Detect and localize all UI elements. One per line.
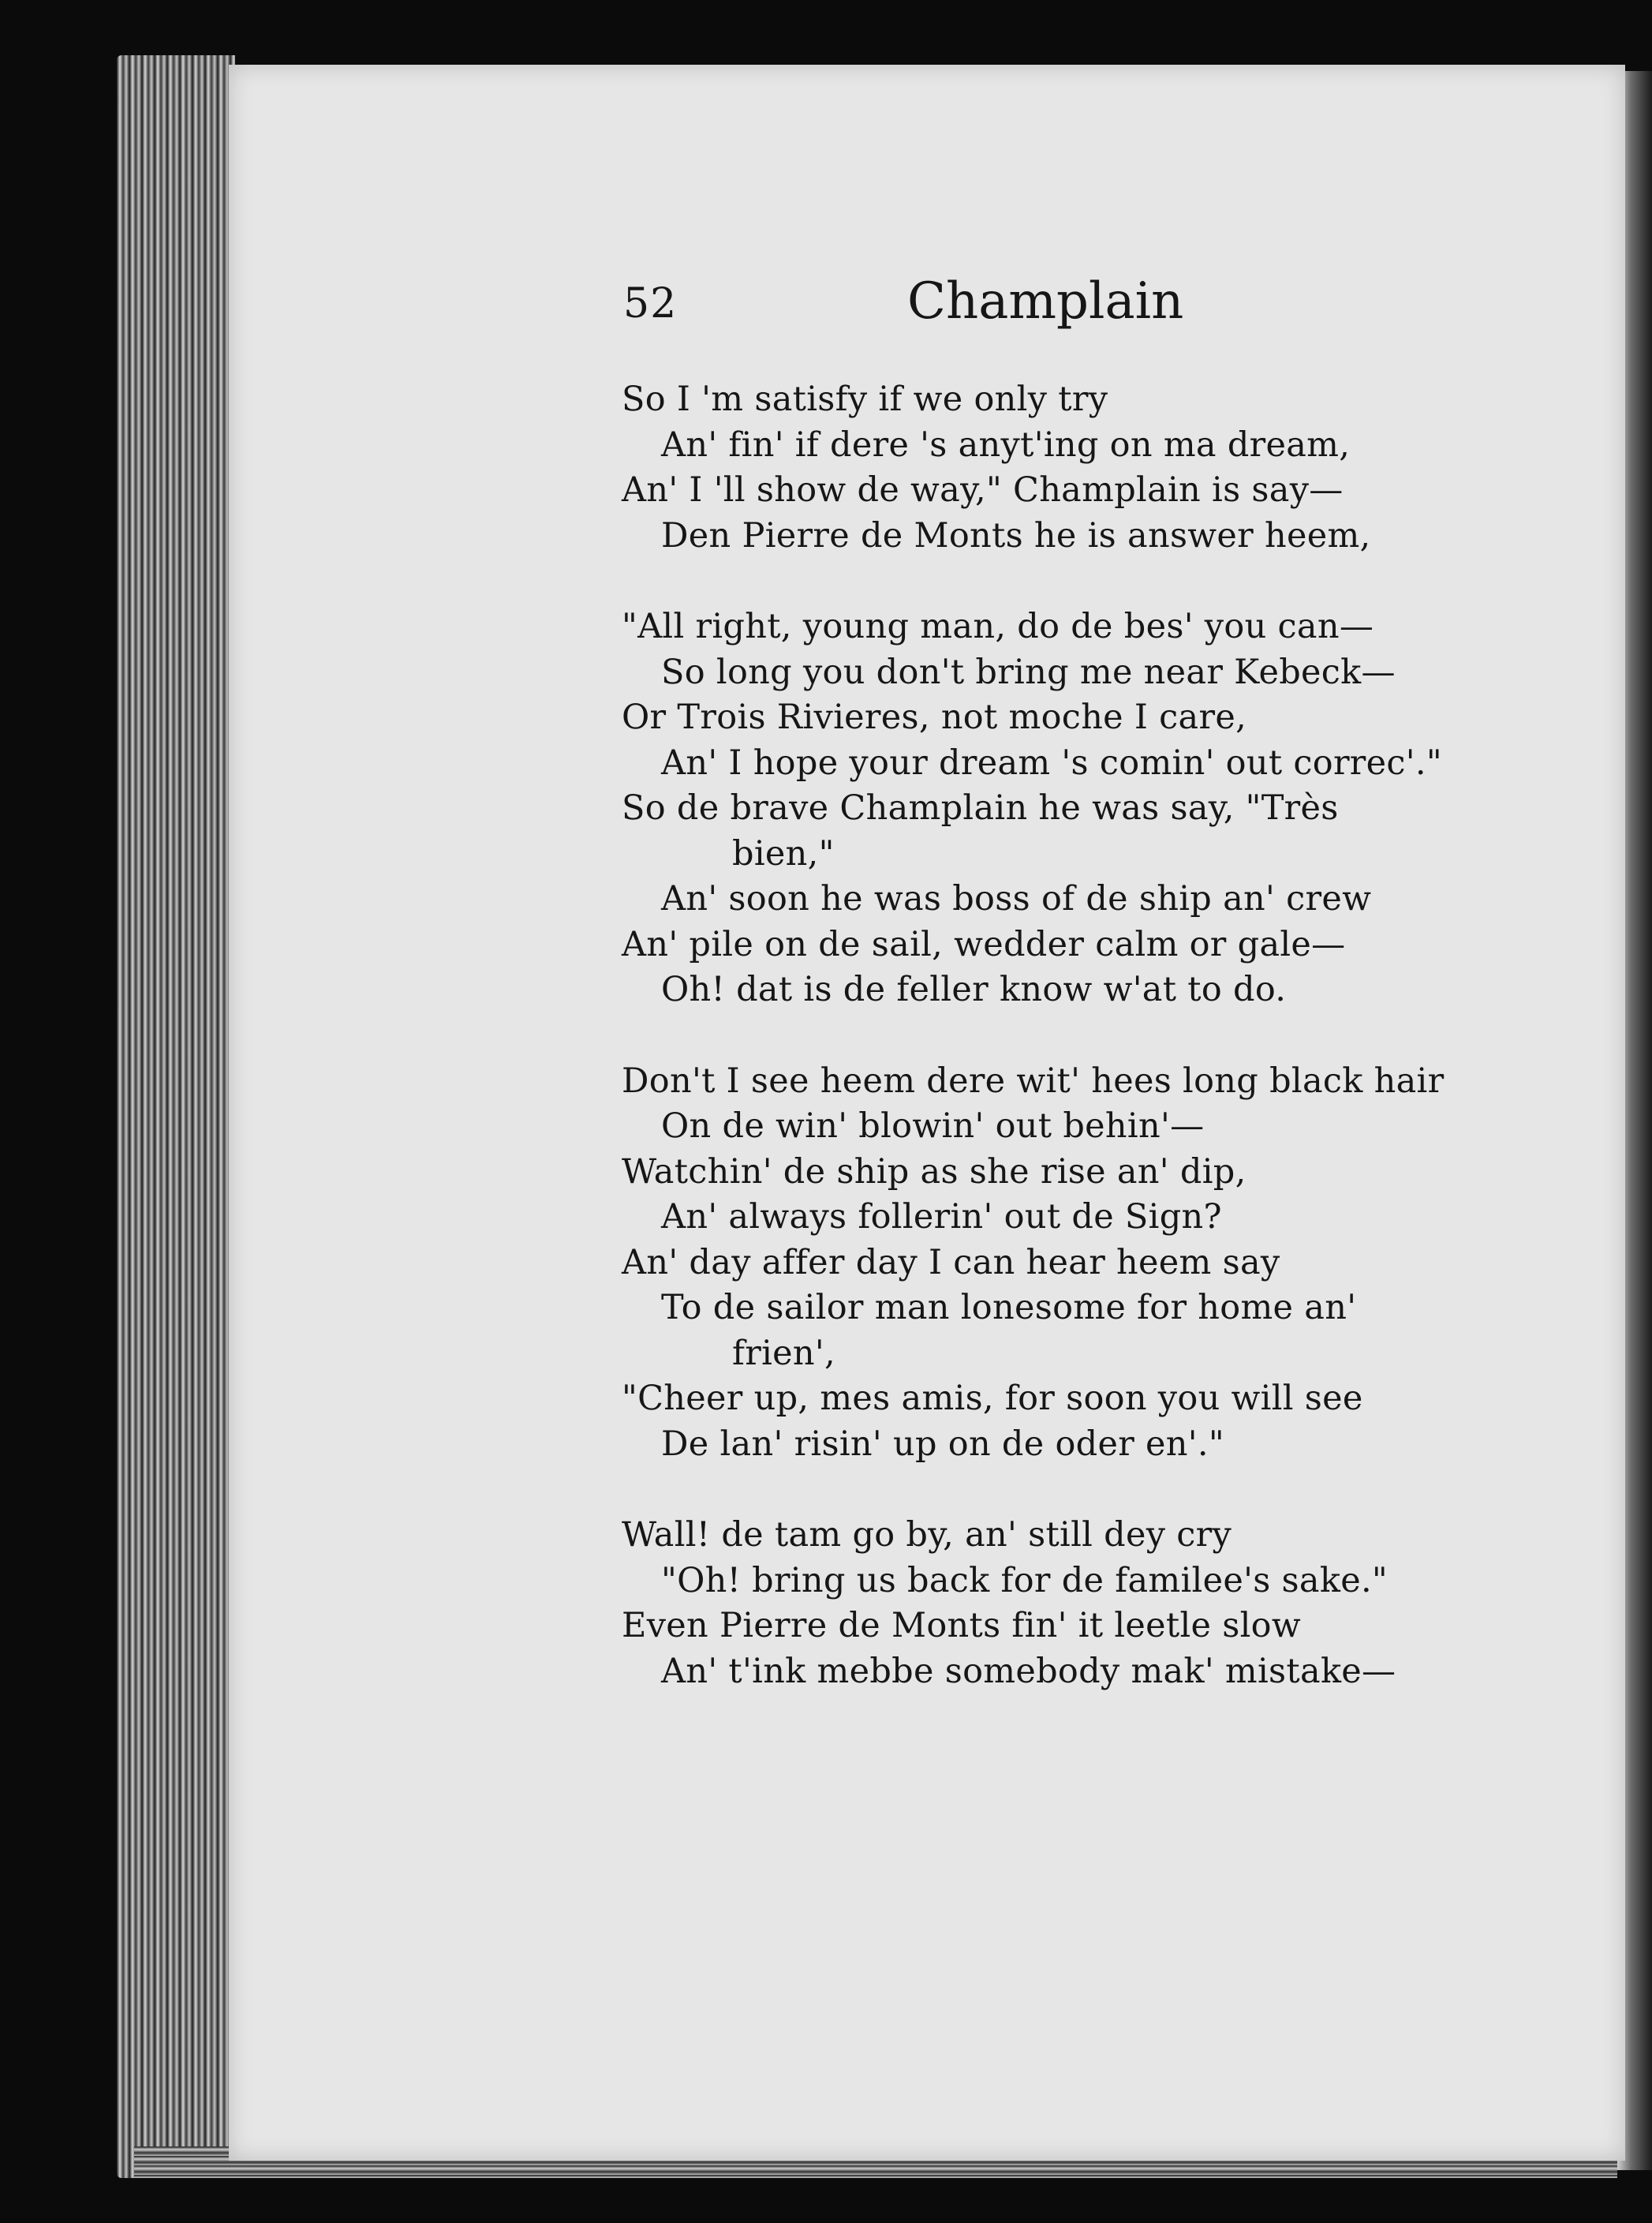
poem-line: bien," [732, 833, 835, 874]
poem-line: So I 'm satisfy if we only try [622, 380, 1108, 419]
poem-line: Oh! dat is de feller know w'at to do. [661, 970, 1287, 1009]
poem-line: "All right, young man, do de bes' you can— [622, 607, 1374, 646]
poem-line: An' I hope your dream 's comin' out correc'." [661, 743, 1442, 783]
poem-line: To de sailor man lonesome for home an' [661, 1288, 1357, 1327]
poem-line: An' I 'll show de way," Champlain is say— [622, 470, 1344, 510]
stanza-gap [622, 1467, 1458, 1513]
poem-line: Don't I see heem dere wit' hees long black hair [622, 1061, 1445, 1101]
poem-line: "Oh! bring us back for de familee's sake." [661, 1560, 1388, 1600]
page-header [623, 272, 1428, 343]
poem-line: So de brave Champlain he was say, "Très [622, 788, 1339, 828]
poem-line: Or Trois Rivieres, not moche I care, [622, 698, 1247, 737]
poem-line: Den Pierre de Monts he is answer heem, [661, 515, 1371, 556]
stanza [622, 377, 1458, 559]
page-number: 52 [623, 280, 678, 327]
poem-line: An' pile on de sail, wedder calm or gale— [622, 924, 1346, 964]
poem-line: frien', [732, 1333, 835, 1373]
stanza [622, 1513, 1458, 1694]
poem-body [622, 377, 1458, 1694]
poem-line: On de win' blowin' out behin'— [661, 1106, 1205, 1146]
poem-line: Even Pierre de Monts fin' it leetle slow [622, 1606, 1301, 1645]
poem-line: Wall! de tam go by, an' still dey cry [622, 1515, 1232, 1555]
poem-line: An' day affer day I can hear heem say [622, 1242, 1280, 1282]
stanza-gap [622, 1013, 1458, 1059]
poem-line: Watchin' de ship as she rise an' dip, [622, 1151, 1246, 1192]
stanza-gap [622, 559, 1458, 604]
poem-line: An' soon he was boss of de ship an' crew [661, 879, 1372, 919]
poem-line: De lan' risin' up on de oder en'." [661, 1424, 1224, 1464]
stanza [622, 1059, 1458, 1468]
poem-line: So long you don't bring me near Kebeck— [661, 652, 1396, 692]
book-page-edges [117, 55, 235, 2178]
running-title: Champlain [907, 272, 1184, 331]
poem-line: An' fin' if dere 's anyt'ing on ma dream, [661, 425, 1351, 465]
poem-line: An' t'ink mebbe somebody mak' mistake— [661, 1651, 1396, 1691]
stanza [622, 604, 1458, 1013]
poem-line: An' always follerin' out de Sign? [661, 1197, 1222, 1237]
poem-line: "Cheer up, mes amis, for soon you will see [622, 1379, 1363, 1418]
